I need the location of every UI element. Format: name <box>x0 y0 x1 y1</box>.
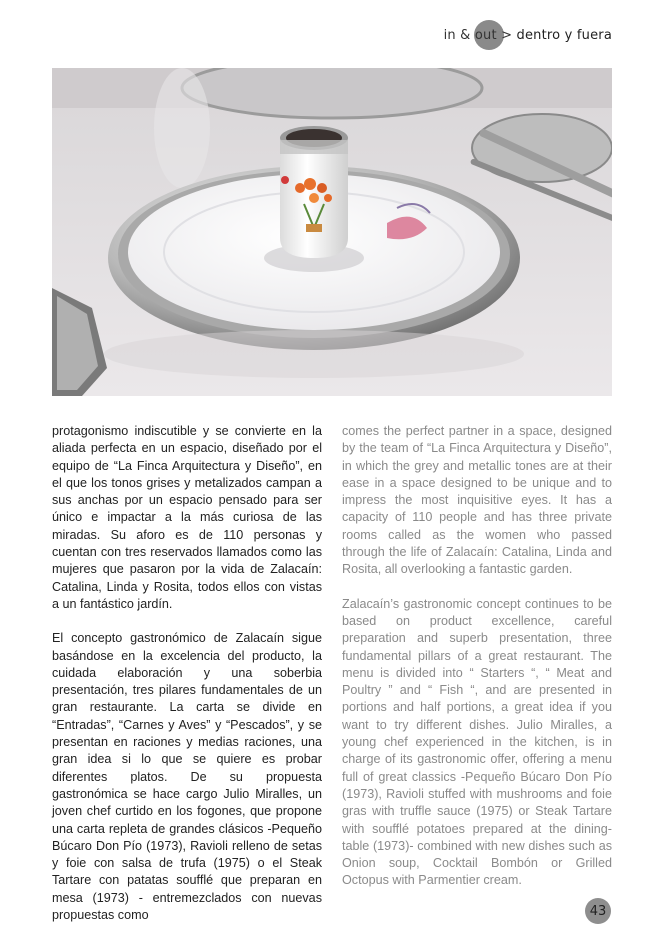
spanish-text-column <box>52 423 322 941</box>
page-number-badge: 43 <box>585 898 611 924</box>
header-section-title: dentro y fuera <box>516 27 612 43</box>
restaurant-photo <box>52 68 612 396</box>
english-paragraph: Zalacaín’s gastronomic concept continues to be based on product excellence, careful preparation and superb presentation, three fundamental pillars of a great restaurant. The menu is divided into “ Starters “, “ Meat and Poultry ” and “ Fish “, and are presented in portions and half portions, a great idea if you want to try different dishes. Julio Miralles, a young chef experienced in the kitchen, is in charge of its gastronomic offer, offering a menu full of great classics -Pequeño Búcaro Don Pío (1973), Ravioli stuffed with mushrooms and foie gras with truffle sauce (1975) or Steak Tartare with soufflé potatoes prepared at the dining-table (1973)- combined with new dishes such as Onion soup, Cocktail Bombón or Grilled Octopus with Parmentier cream. <box>342 596 612 888</box>
header-prefix: in & out > <box>443 27 513 43</box>
section-header <box>444 22 612 48</box>
english-text-column <box>342 423 612 907</box>
spanish-paragraph: El concepto gastronómico de Zalacaín sigue basándose en la excelencia del producto, la cuidada elaboración y una soberbia presentación, tres pilares fundamentales de un gran restaurante. La carta se divide en “Entradas”, “Carnes y Aves” y “Pescados”, y se presentan en raciones y medias raciones, una gran idea si lo que se quiere es probar diferentes platos. De su propuesta gastronómica se hace cargo Julio Miralles, un joven chef curtido en los fogones, que propone una carta repleta de grandes clásicos -Pequeño Búcaro Don Pío (1973), Ravioli relleno de setas y foie con salsa de trufa (1975) o el Steak Tartare con patatas soufflé que preparan en mesa (1973) - entremezclados con nuevas propuestas como <box>52 631 322 923</box>
spanish-paragraph: protagonismo indiscutible y se convierte en la aliada perfecta en un espacio, diseñado por el equipo de “La Finca Arquitectura y Diseño”, en el que los tonos grises y metalizados campan a sus anchas por un espacio pensado para ser único e impactar a la más curiosa de las miradas. Su aforo es de 110 personas y cuentan con tres reservados llamados como las mujeres que pasaron por la vida de Zalacaín: Catalina, Linda y Rosita, todos ellos con vistas a un fantástico jardín. <box>52 424 322 611</box>
english-paragraph: comes the perfect partner in a space, designed by the team of “La Finca Arquitectura y Diseño”, in which the grey and metallic tones are at their ease in a space designed to be unique and to impress the most inquisitive eyes. It has a capacity of 110 people and has three private rooms called as the women who passed through the life of Zalacaín: Catalina, Linda and Rosita, all overlooking a fantastic garden. <box>342 424 612 577</box>
